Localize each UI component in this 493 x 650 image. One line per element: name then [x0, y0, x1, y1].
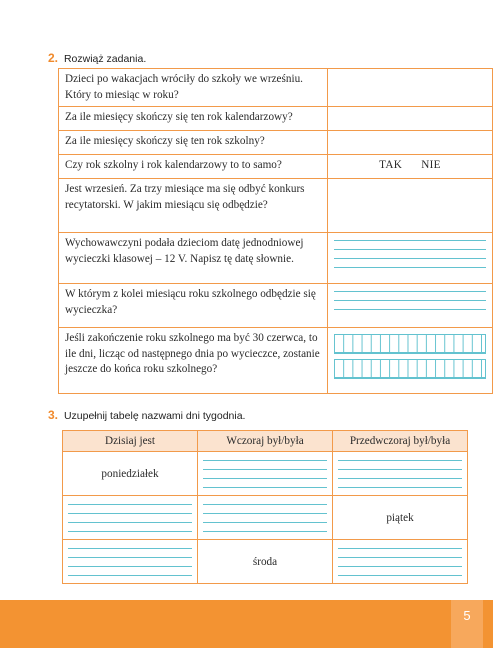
task2-title: Rozwiąż zadania. [63, 53, 147, 65]
task3-row [63, 452, 468, 496]
answer-cell[interactable] [327, 107, 492, 131]
task2-row [59, 69, 493, 107]
answer-lines[interactable] [63, 540, 198, 584]
header-yesterday: Wczoraj był/była [198, 431, 333, 452]
calculation-grid-row[interactable] [334, 334, 486, 354]
task3-heading [48, 408, 245, 422]
question-cell: Czy rok szkolny i rok kalendarzowy to to samo? [59, 155, 328, 179]
task2-row [59, 155, 493, 179]
task3-number: 3. [48, 408, 59, 422]
question-cell: Wychowawczyni podała dzieciom datę jednodniowej wycieczki klasowej – 12 V. Napisz tę datę słownie. [59, 233, 328, 284]
answer-lines[interactable] [198, 496, 333, 540]
day-cell: poniedziałek [63, 452, 198, 496]
task3-header-row [63, 431, 468, 452]
header-today: Dzisiaj jest [63, 431, 198, 452]
task2-row [59, 233, 493, 284]
answer-lines[interactable] [327, 284, 492, 328]
day-cell: środa [198, 540, 333, 584]
task2-row [59, 328, 493, 394]
answer-lines[interactable] [63, 496, 198, 540]
answer-lines[interactable] [327, 233, 492, 284]
answer-lines[interactable] [198, 452, 333, 496]
question-cell: W którym z kolei miesiącu roku szkolnego odbędzie się wycieczka? [59, 284, 328, 328]
header-day-before-yesterday: Przedwczoraj był/była [333, 431, 468, 452]
answer-lines[interactable] [333, 452, 468, 496]
task2-row [59, 131, 493, 155]
task2-table [58, 68, 493, 394]
task3-row [63, 540, 468, 584]
day-cell: piątek [333, 496, 468, 540]
question-cell: Dzieci po wakacjach wróciły do szkoły we wrześniu. Który to miesiąc w roku? [59, 69, 328, 107]
answer-cell[interactable] [327, 179, 492, 233]
task3-row [63, 496, 468, 540]
task2-row [59, 179, 493, 233]
question-cell: Jest wrzesień. Za trzy miesiące ma się odbyć konkurs recytatorski. W jakim miesiącu się odbędzie? [59, 179, 328, 233]
yes-no-cell [327, 155, 492, 179]
task3-title: Uzupełnij tabelę nazwami dni tygodnia. [63, 410, 246, 422]
page-number: 5 [451, 600, 483, 648]
calculation-grid-row[interactable] [334, 359, 486, 379]
answer-lines[interactable] [333, 540, 468, 584]
task2-number: 2. [48, 51, 59, 65]
answer-grid[interactable] [327, 328, 492, 394]
question-cell: Za ile miesięcy skończy się ten rok kalendarzowy? [59, 107, 328, 131]
answer-cell[interactable] [327, 69, 492, 107]
task2-row [59, 284, 493, 328]
option-no[interactable]: NIE [421, 159, 441, 171]
question-cell: Jeśli zakończenie roku szkolnego ma być 30 czerwca, to ile dni, licząc od następnego dnia po wycieczce, zostanie jeszcze do końca roku szkolnego? [59, 328, 328, 394]
question-cell: Za ile miesięcy skończy się ten rok szkolny? [59, 131, 328, 155]
answer-cell[interactable] [327, 131, 492, 155]
task2-heading [48, 51, 146, 65]
task2-row [59, 107, 493, 131]
option-yes[interactable]: TAK [379, 159, 403, 171]
page-footer [0, 600, 493, 648]
task3-table [62, 430, 468, 584]
